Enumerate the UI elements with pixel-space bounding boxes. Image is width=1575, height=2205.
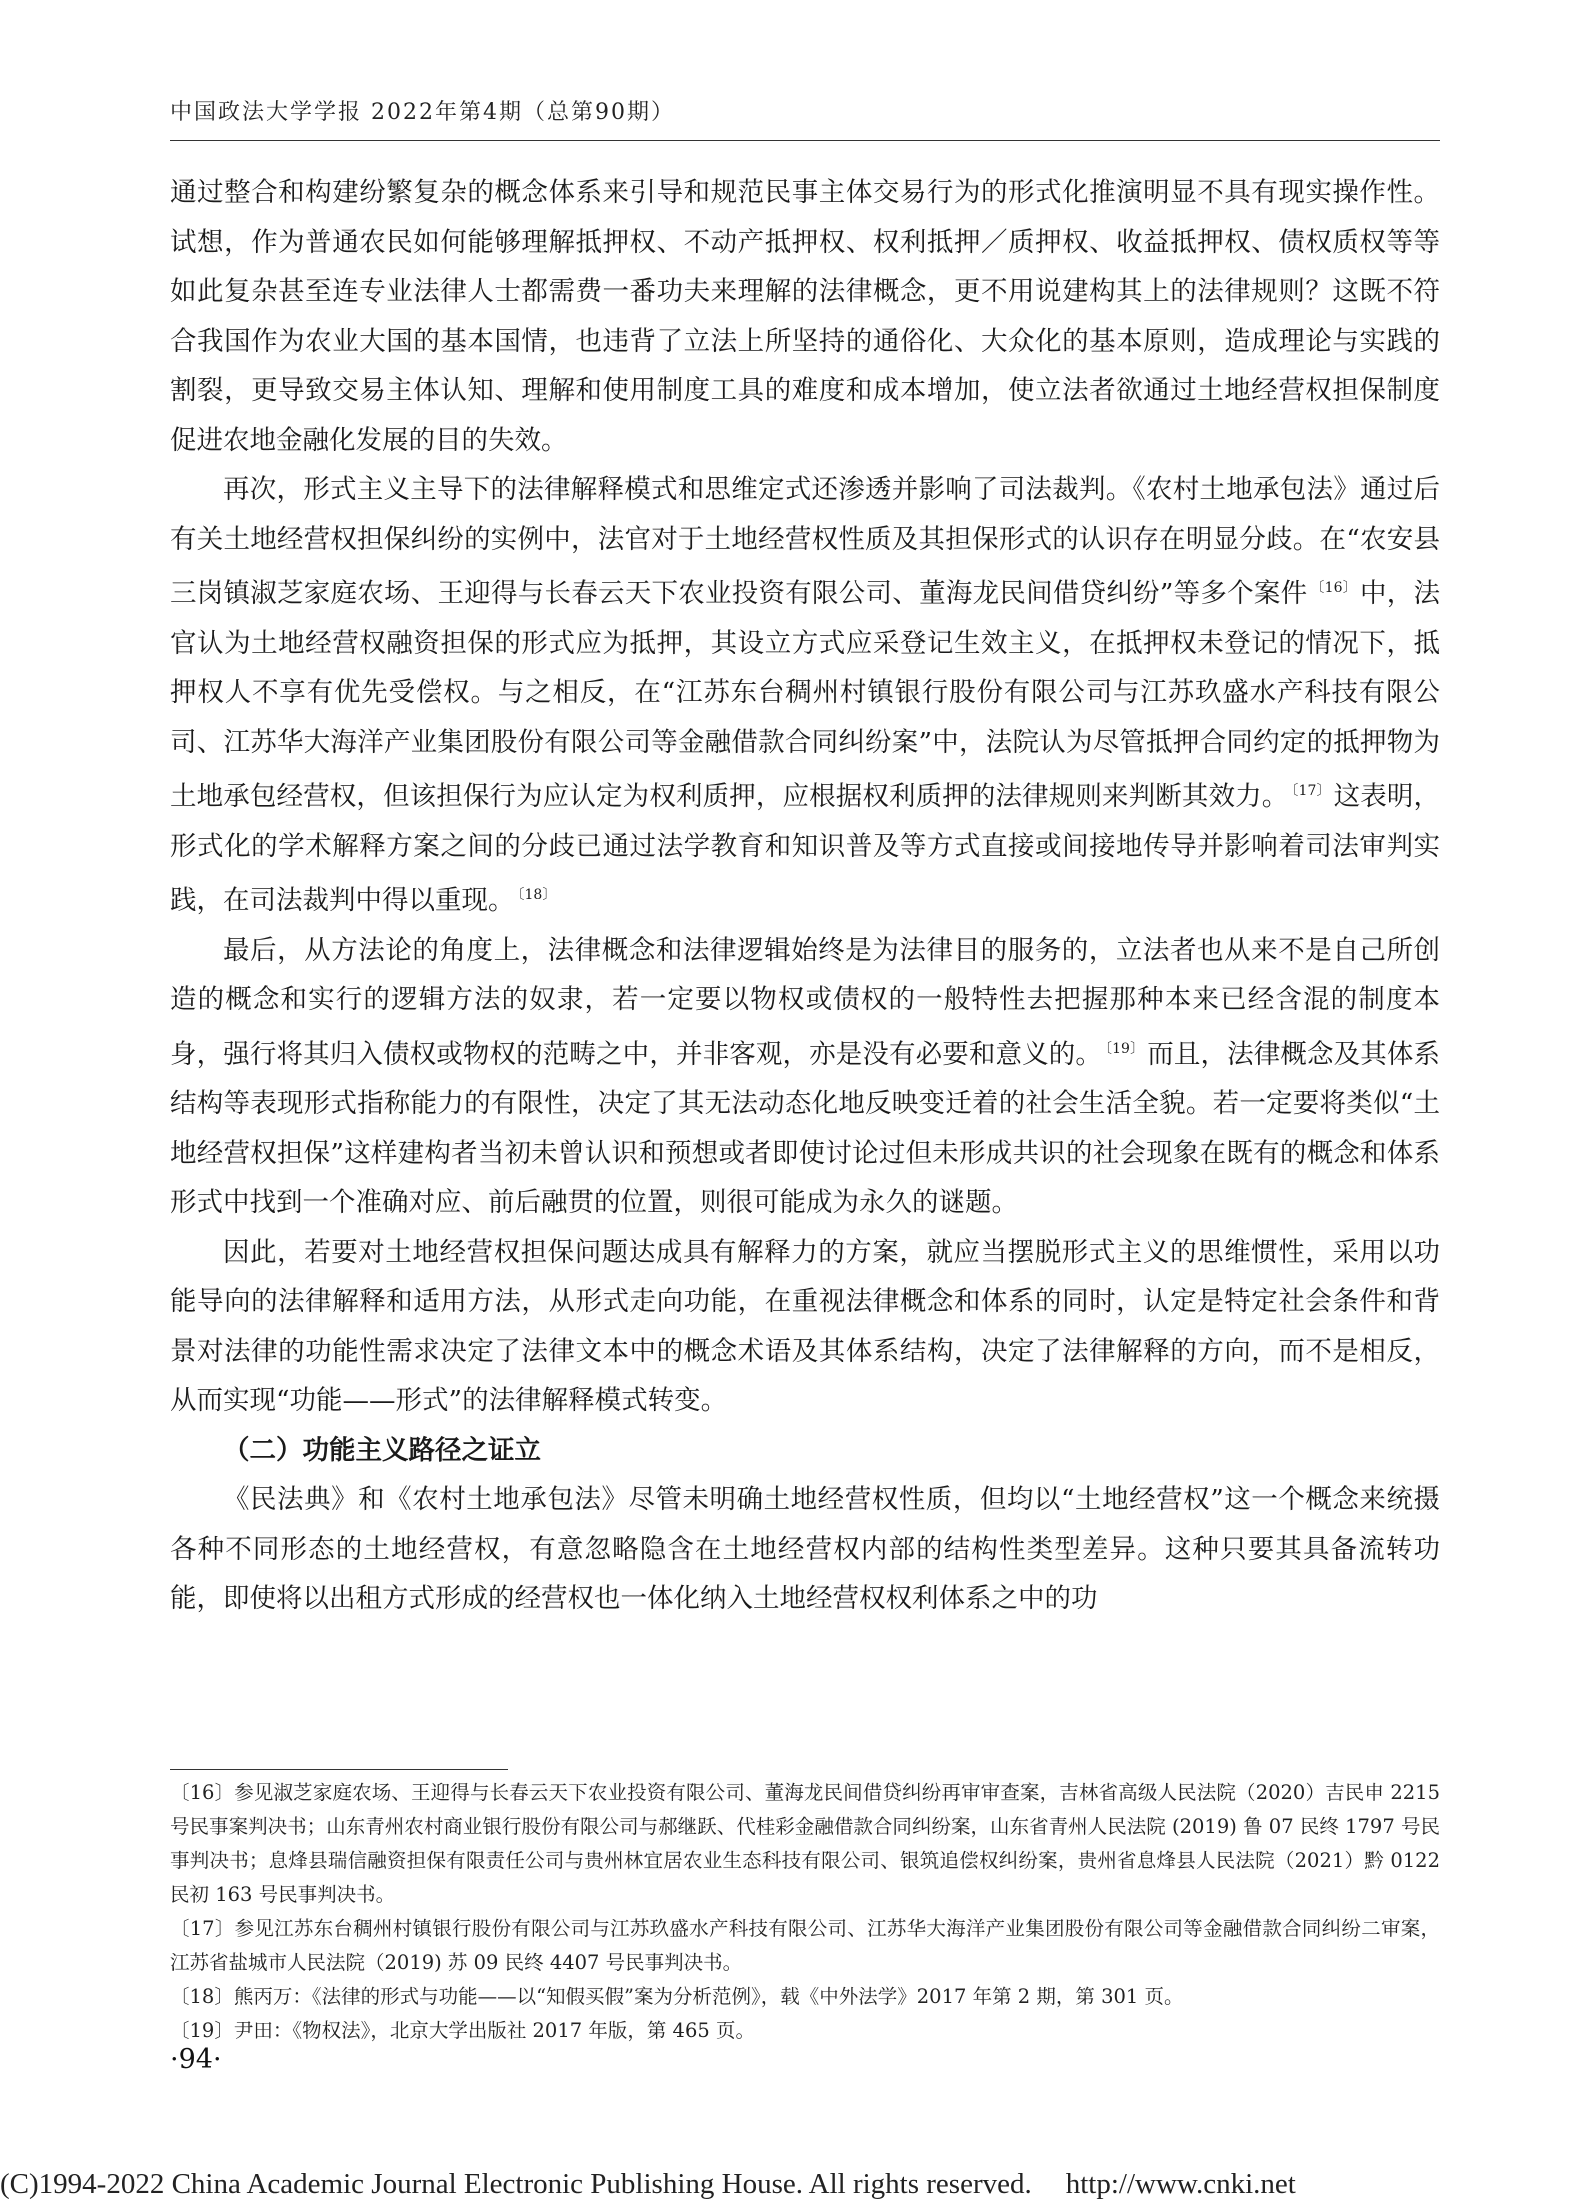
text-run: 而且，法律概念及其体系结构等表现形式指称能力的有限性，决定了其无法动态化地反映变迁着的社会生活全貌。若一定要将类似“土地经营权担保”这样建构者当初未曾认识和预想或者即使讨论过但未形成共识的社会现象在既有的概念和体系形式中找到一个准确对应、前后融贯的位置，则很可能成为永久的谜题。 [170, 1038, 1440, 1218]
footnote-18: 〔18〕熊丙万：《法律的形式与功能——以“知假买假”案为分析范例》，载《中外法学》2017 年第 2 期，第 301 页。 [170, 1985, 1184, 2008]
section-heading: （二）功能主义路径之证立 [223, 1434, 541, 1466]
paragraph: 《民法典》和《农村土地承包法》尽管未明确土地经营权性质，但均以“土地经营权”这一个概念来统摄各种不同形态的土地经营权，有意忽略隐含在土地经营权内部的结构性类型差异。这种只要其具备流转功能，即使将以出租方式形成的经营权也一体化纳入土地经营权权利体系之中的功 [170, 1484, 1440, 1614]
footnote-ref-16[interactable]: 〔16〕 [1310, 580, 1357, 596]
footnote-ref-18[interactable]: 〔18〕 [517, 887, 557, 903]
footnote-rule [170, 1769, 508, 1770]
running-header: 中国政法大学学报 2022年第4期（总第90期） [170, 100, 675, 125]
paragraph: 通过整合和构建纷繁复杂的概念体系来引导和规范民事主体交易行为的形式化推演明显不具有现实操作性。试想，作为普通农民如何能够理解抵押权、不动产抵押权、权利抵押／质押权、收益抵押权、债权质权等等如此复杂甚至连专业法律人士都需费一番功夫来理解的法律概念，更不用说建构其上的法律规则？这既不符合我国作为农业大国的基本国情，也违背了立法上所坚持的通俗化、大众化的基本原则，造成理论与实践的割裂，更导致交易主体认知、理解和使用制度工具的难度和成本增加，使立法者欲通过土地经营权担保制度促进农地金融化发展的目的失效。 [170, 177, 1440, 456]
text-run: 这表明，形式化的学术解释方案之间的分歧已通过法学教育和知识普及等方式直接或间接地传导并影响着司法审判实践，在司法裁判中得以重现。 [170, 781, 1440, 916]
body-text [170, 168, 1440, 1624]
footnote-ref-19[interactable]: 〔19〕 [1105, 1040, 1145, 1057]
copyright-url[interactable]: http://www.cnki.net [1065, 2168, 1296, 2200]
footnote-16: 〔16〕参见淑芝家庭农场、王迎得与长春云天下农业投资有限公司、董海龙民间借贷纠纷再审审查案，吉林省高级人民法院（2020）吉民申 2215 号民事案判决书；山东青州农村商业银行股份有限公司与郝继跃、代桂彩金融借款合同纠纷案，山东省青州人民法院 (2019) 鲁 07 民终 1797 号民事判决书；息烽县瑞信融资担保有限责任公司与贵州林宜居农业生态科技有限公司、银筑追偿权纠纷案，贵州省息烽县人民法院（2021）黔 0122 民初 163 号民事判决书。 [170, 1781, 1440, 1906]
footnote-19: 〔19〕尹田：《物权法》，北京大学出版社 2017 年版，第 465 页。 [170, 2019, 755, 2042]
text-run: 再次，形式主义主导下的法律解释模式和思维定式还渗透并影响了司法裁判。《农村土地承包法》通过后有关土地经营权担保纠纷的实例中，法官对于土地经营权性质及其担保形式的认识存在明显分歧。在“农安县三岗镇淑芝家庭农场、王迎得与长春云天下农业投资有限公司、董海龙民间借贷纠纷”等多个案件 [170, 474, 1440, 609]
footnotes [170, 1776, 1440, 2048]
text-run: 最后，从方法论的角度上，法律概念和法律逻辑始终是为法律目的服务的，立法者也从来不是自己所创造的概念和实行的逻辑方法的奴隶，若一定要以物权或债权的一般特性去把握那种本来已经含混的制度本身，强行将其归入债权或物权的范畴之中，并非客观，亦是没有必要和意义的。 [170, 934, 1440, 1070]
header-rule [170, 140, 1440, 141]
copyright-line [0, 2168, 1575, 2201]
paragraph [170, 926, 1440, 1228]
footnote-17: 〔17〕参见江苏东台稠州村镇银行股份有限公司与江苏玖盛水产科技有限公司、江苏华大海洋产业集团股份有限公司等金融借款合同纠纷二审案，江苏省盐城市人民法院（2019) 苏 09 民终 4407 号民事判决书。 [170, 1917, 1440, 1974]
text-run: 中，法官认为土地经营权融资担保的形式应为抵押，其设立方式应采登记生效主义，在抵押权未登记的情况下，抵押权人不享有优先受偿权。与之相反，在“江苏东台稠州村镇银行股份有限公司与江苏玖盛水产科技有限公司、江苏华大海洋产业集团股份有限公司等金融借款合同纠纷案”中，法院认为尽管抵押合同约定的抵押物为土地承包经营权，但该担保行为应认定为权利质押，应根据权利质押的法律规则来判断其效力。 [170, 578, 1440, 812]
copyright-text: (C)1994-2022 China Academic Journal Electronic Publishing House. All rights reserved. [0, 2168, 1032, 2200]
footnote-ref-17[interactable]: 〔17〕 [1291, 783, 1331, 799]
paragraph [170, 465, 1440, 926]
page-number: ·94· [170, 2044, 222, 2075]
paragraph: 因此，若要对土地经营权担保问题达成具有解释力的方案，就应当摆脱形式主义的思维惯性，采用以功能导向的法律解释和适用方法，从形式走向功能，在重视法律概念和体系的同时，认定是特定社会条件和背景对法律的功能性需求决定了法律文本中的概念术语及其体系结构，决定了法律解释的方向，而不是相反，从而实现“功能——形式”的法律解释模式转变。 [170, 1236, 1440, 1416]
